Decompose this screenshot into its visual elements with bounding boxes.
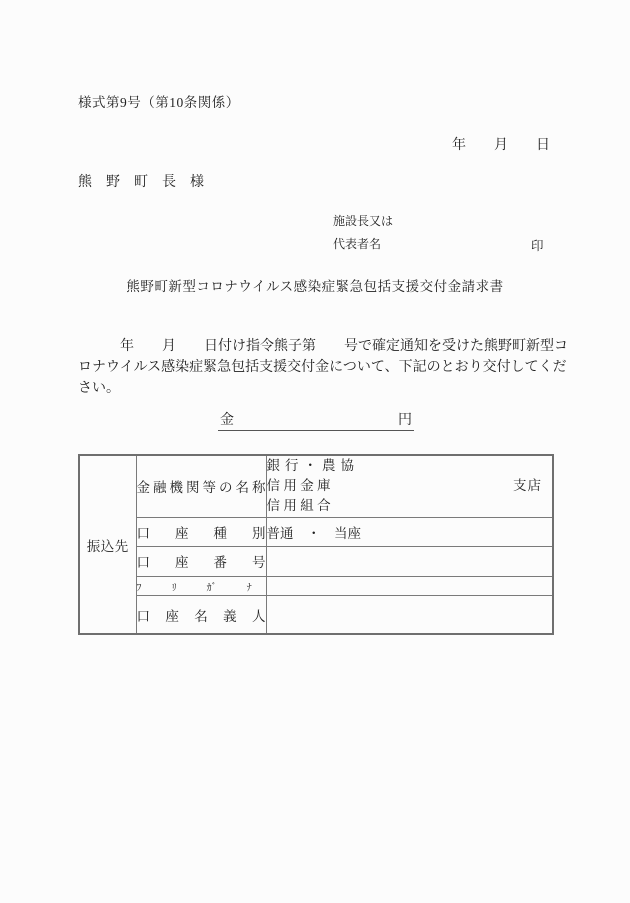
value-furigana-blank (266, 577, 553, 596)
value-account-number-blank (266, 546, 553, 576)
value-account-holder-blank (266, 596, 553, 634)
value-account-type: 普通 ・ 当座 (266, 517, 553, 546)
label-account-holder: 口 座 名 義 人 (136, 596, 266, 634)
seal-mark: 印 (531, 239, 544, 253)
bank-type-line-1: 銀行・農協 (266, 458, 359, 474)
rowheader-transfer-destination: 振込先 (79, 455, 136, 634)
label-financial-institution-name: 金融機関等の名称 (136, 455, 266, 517)
table-row (79, 455, 553, 517)
applicant-block (333, 210, 393, 256)
date-line: 年 月 日 (452, 138, 550, 153)
bank-type-line-2: 信 用 金 庫 (266, 478, 331, 494)
addressee-line: 熊 野 町 長 様 (78, 175, 204, 190)
bank-type-line-3: 信 用 組 合 (266, 498, 331, 514)
body-paragraph: 年 月 日付け指令熊子第 号で確定通知を受けた熊野町新型コロナウイルス感染症緊急包括支援交付金について、下記のとおり交付してください。 (78, 339, 568, 396)
applicant-role-line-1: 施設長又は (333, 214, 394, 228)
amount-suffix-label: 円 (398, 413, 412, 428)
bank-transfer-table (78, 454, 554, 635)
table-row (79, 546, 553, 576)
document-title: 熊野町新型コロナウイルス感染症緊急包括支援交付金請求書 (126, 279, 504, 294)
form-number: 様式第9号（第10条関係） (78, 95, 240, 110)
value-financial-institution-name (266, 455, 553, 517)
table-row (79, 596, 553, 634)
table-row (79, 577, 553, 596)
amount-line (218, 412, 414, 431)
label-furigana: ﾌ ﾘ ｶﾞ ﾅ (136, 577, 266, 596)
amount-prefix-label: 金 (220, 413, 234, 428)
label-account-type: 口 座 種 別 (136, 517, 266, 546)
applicant-role-line-2: 代表者名 (333, 237, 382, 251)
table-row (79, 517, 553, 546)
label-account-number: 口 座 番 号 (136, 546, 266, 576)
branch-suffix-label: 支店 (513, 478, 542, 494)
